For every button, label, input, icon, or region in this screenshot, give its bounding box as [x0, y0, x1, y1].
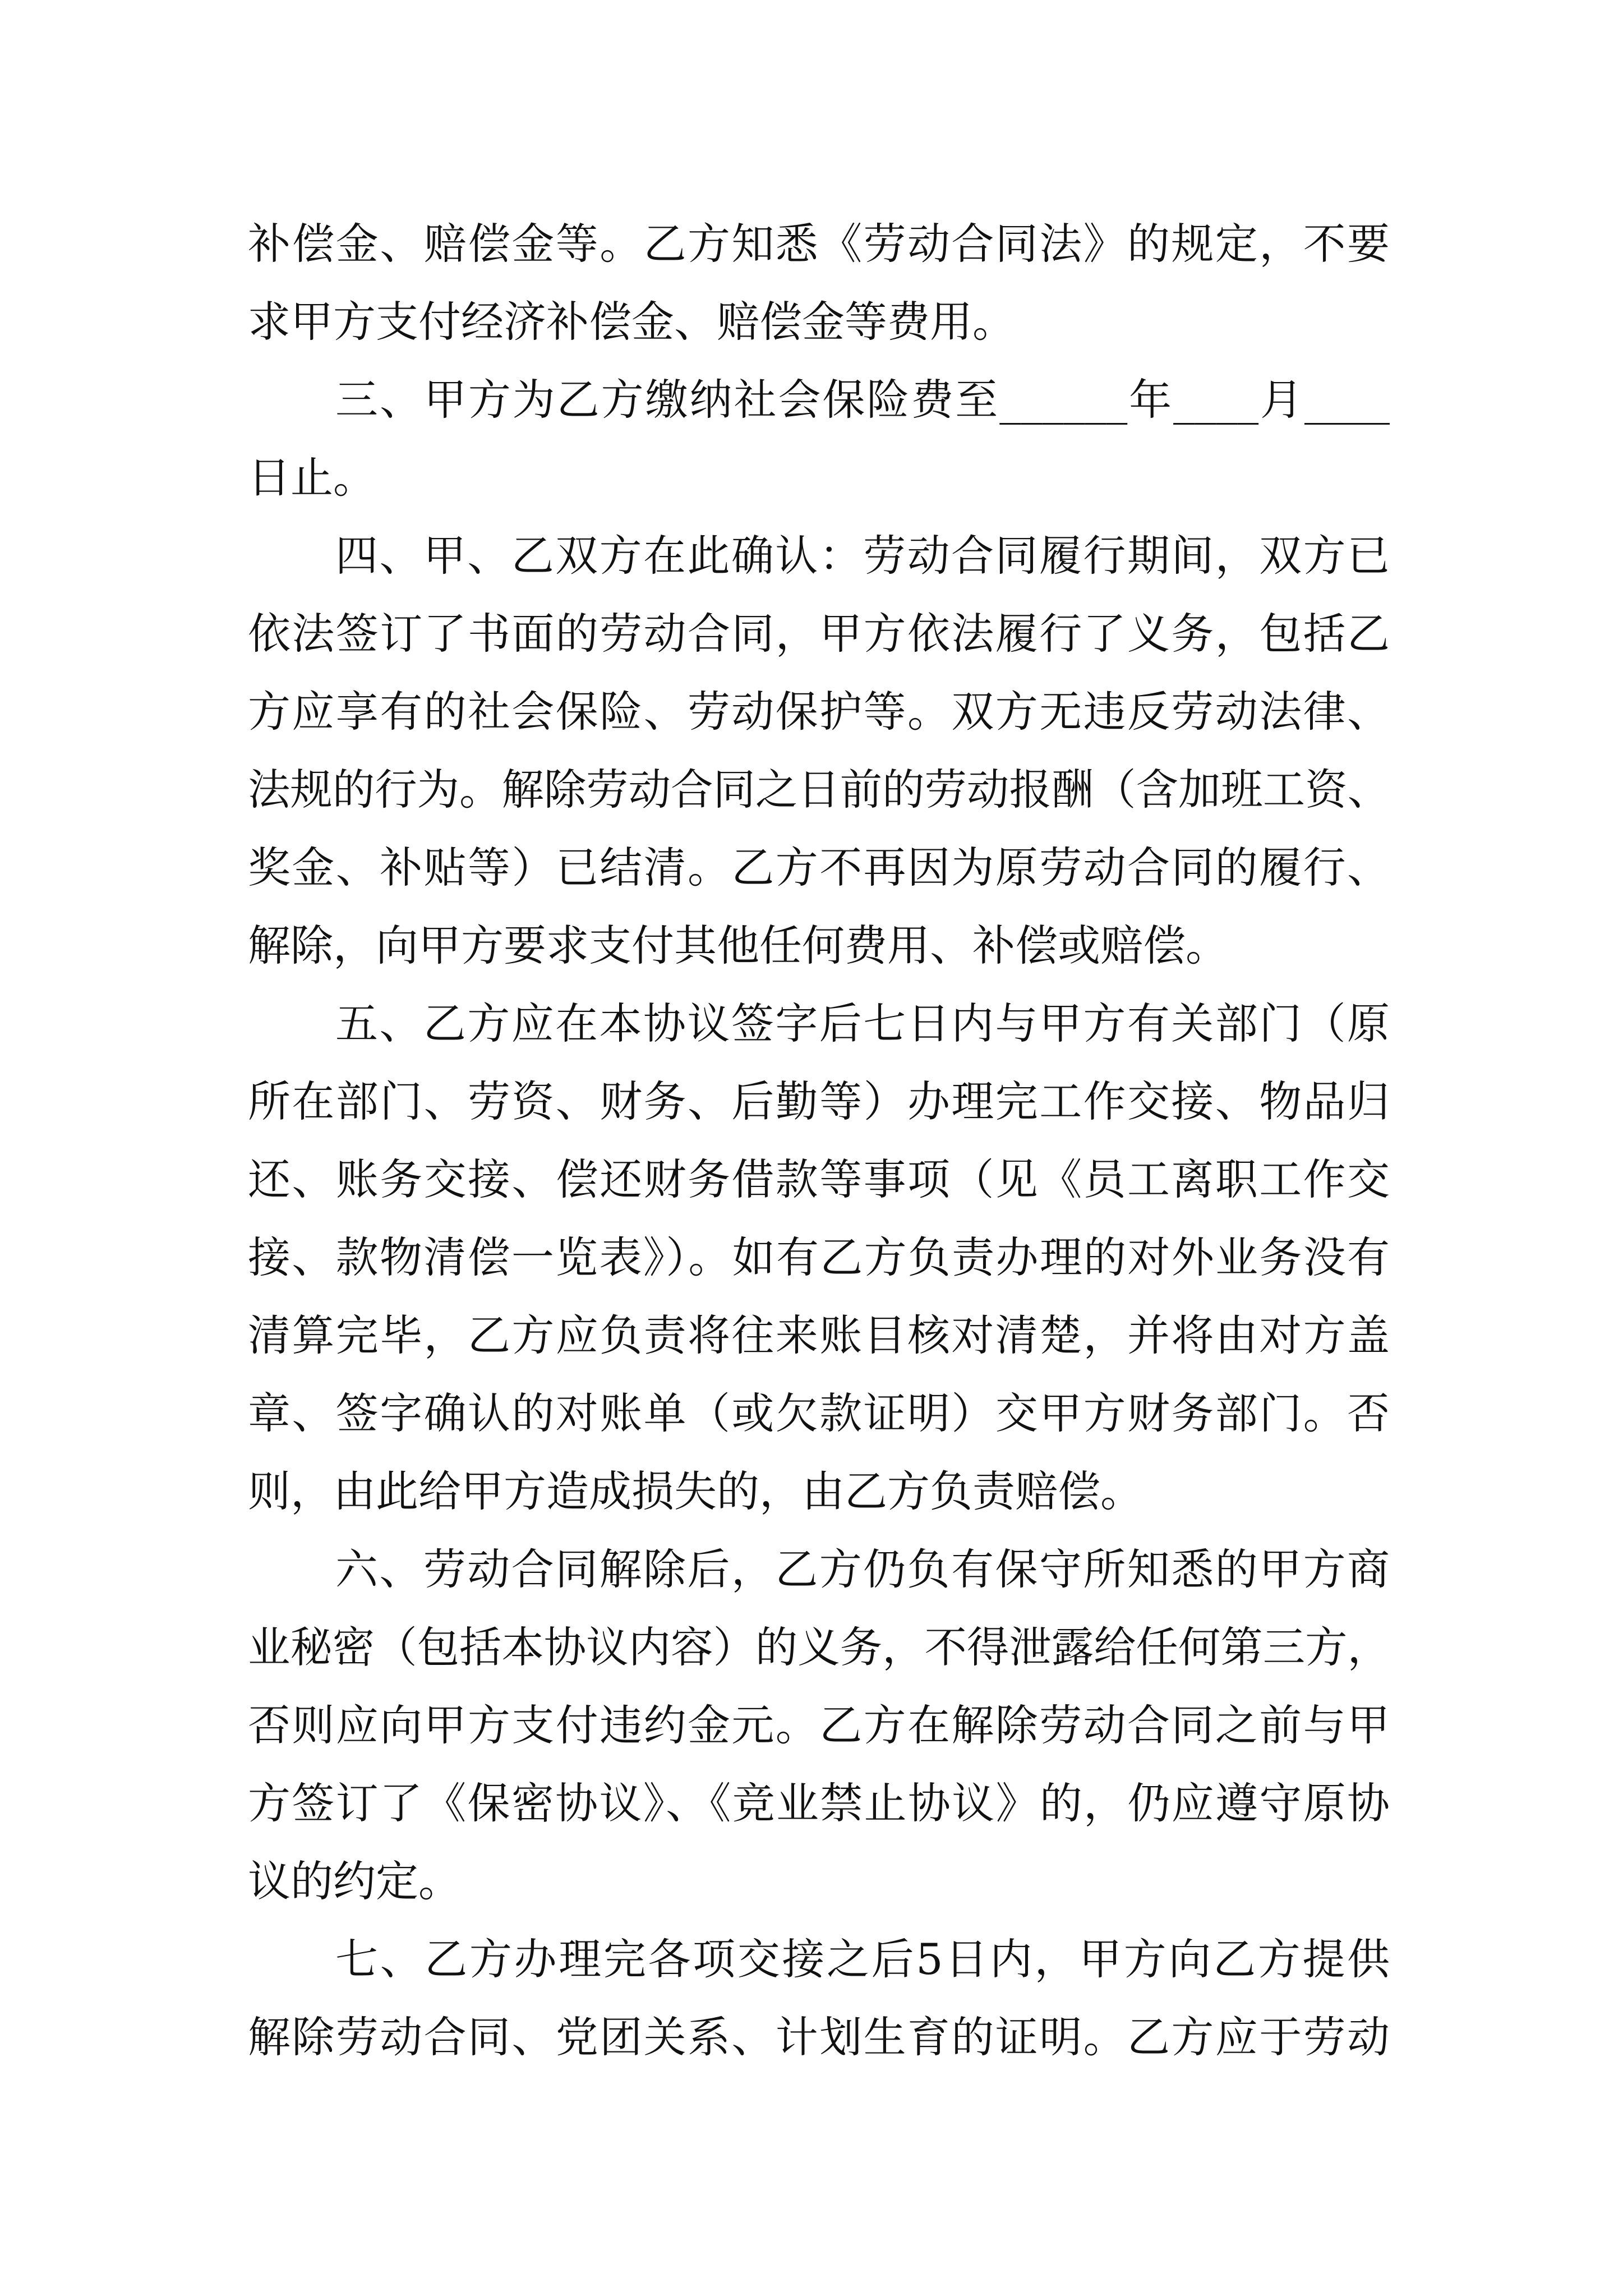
- text-line: 还、账务交接、偿还财务借款等事项（见《员工离职工作交: [248, 1154, 1390, 1204]
- text-line: 五、乙方应在本协议签字后七日内与甲方有关部门（原: [335, 999, 1390, 1048]
- text-line: 方应享有的社会保险、劳动保护等。双方无违反劳动法律、: [248, 687, 1390, 737]
- text-line: 业秘密（包括本协议内容）的义务，不得泄露给任何第三方，: [248, 1622, 1390, 1672]
- document-body: [248, 205, 1390, 2076]
- text-line: 三、甲方为乙方缴纳社会保险费至______年____月____: [335, 375, 1390, 425]
- clause-5-handover: [248, 984, 1390, 1530]
- text-line: 接、款物清偿一览表》）。如有乙方负责办理的对外业务没有: [248, 1232, 1390, 1282]
- text-line: 清算完毕，乙方应负责将往来账目核对清楚，并将由对方盖: [248, 1310, 1390, 1360]
- text-line: 法规的行为。解除劳动合同之日前的劳动报酬（含加班工资、: [248, 765, 1390, 815]
- text-line: 章、签字确认的对账单（或欠款证明）交甲方财务部门。否: [248, 1388, 1390, 1438]
- text-line: 补偿金、赔偿金等。乙方知悉《劳动合同法》的规定，不要: [248, 219, 1390, 269]
- text-line: 四、甲、乙双方在此确认：劳动合同履行期间，双方已: [335, 531, 1390, 581]
- text-line: 议的约定。: [248, 1856, 461, 1906]
- text-line: 七、乙方办理完各项交接之后5日内，甲方向乙方提供: [335, 1934, 1390, 1984]
- text-line: 否则应向甲方支付违约金元。乙方在解除劳动合同之前与甲: [248, 1700, 1390, 1750]
- clause-4-confirmation: [248, 517, 1390, 984]
- text-line: 奖金、补贴等）已结清。乙方不再因为原劳动合同的履行、: [248, 843, 1390, 892]
- text-line: 求甲方支付经济补偿金、赔偿金等费用。: [248, 297, 1015, 347]
- paragraph-continued-compensation: [248, 205, 1390, 361]
- text-line: 依法签订了书面的劳动合同，甲方依法履行了义务，包括乙: [248, 609, 1390, 659]
- clause-3-social-insurance: [248, 361, 1390, 517]
- text-line: 方签订了《保密协议》、《竞业禁止协议》的，仍应遵守原协: [248, 1778, 1390, 1828]
- text-line: 解除劳动合同、党团关系、计划生育的证明。乙方应于劳动: [248, 2012, 1390, 2062]
- text-line: 解除，向甲方要求支付其他任何费用、补偿或赔偿。: [248, 921, 1228, 970]
- clause-7-certificates: [248, 1920, 1390, 2076]
- text-line: 日止。: [248, 453, 376, 503]
- text-line: 所在部门、劳资、财务、后勤等）办理完工作交接、物品归: [248, 1076, 1390, 1126]
- text-line: 则，由此给甲方造成损失的，由乙方负责赔偿。: [248, 1466, 1143, 1516]
- text-line: 六、劳动合同解除后，乙方仍负有保守所知悉的甲方商: [335, 1544, 1390, 1594]
- clause-6-confidentiality: [248, 1530, 1390, 1920]
